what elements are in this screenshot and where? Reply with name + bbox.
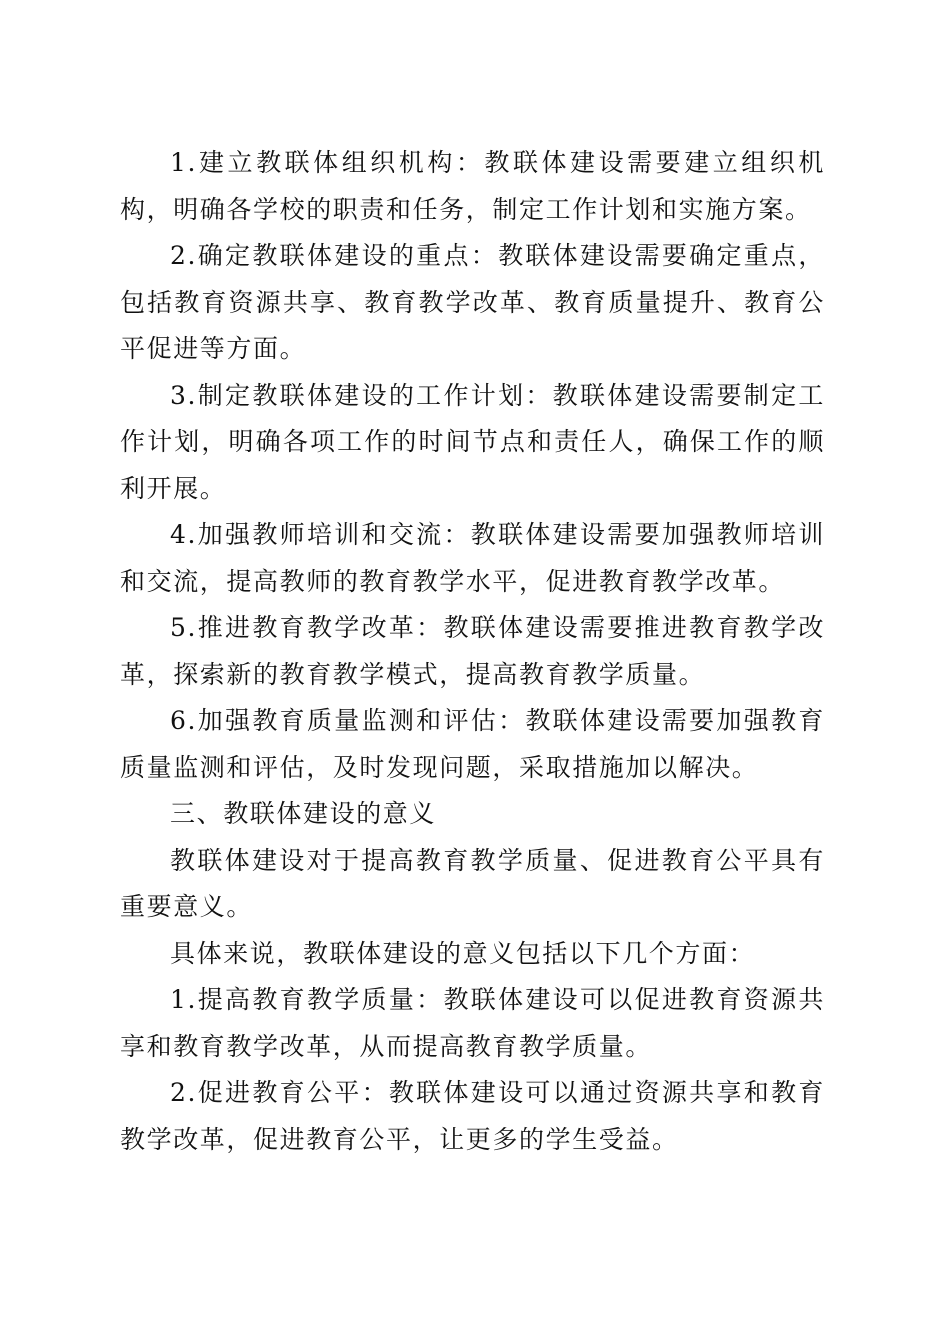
section-heading-significance: 三、教联体建设的意义 (170, 799, 437, 828)
paragraph-significance-intro: 教联体建设对于提高教育教学质量、促进教育公平具有重要意义。 (120, 845, 825, 921)
paragraph-quality-monitoring: 6.加强教育质量监测和评估：教联体建设需要加强教育质量监测和评估，及时发现问题，采取措施加以解决。 (120, 706, 825, 782)
paragraph-promote-equity: 2.促进教育公平：教联体建设可以通过资源共享和教育教学改革，促进教育公平，让更多的学生受益。 (120, 1078, 825, 1154)
paragraph-teacher-training: 4.加强教师培训和交流：教联体建设需要加强教师培训和交流，提高教师的教育教学水平，促进教育教学改革。 (120, 520, 825, 596)
paragraph-work-plan: 3.制定教联体建设的工作计划：教联体建设需要制定工作计划，明确各项工作的时间节点和责任人，确保工作的顺利开展。 (120, 380, 825, 503)
paragraph-determine-focus: 2.确定教联体建设的重点：教联体建设需要确定重点，包括教育资源共享、教育教学改革、教育质量提升、教育公平促进等方面。 (120, 241, 825, 363)
paragraph-establish-organization: 1.建立教联体组织机构：教联体建设需要建立组织机构，明确各学校的职责和任务，制定工作计划和实施方案。 (120, 148, 825, 224)
document-body (120, 140, 825, 1163)
paragraph-improve-quality: 1.提高教育教学质量：教联体建设可以促进教育资源共享和教育教学改革，从而提高教育教学质量。 (120, 985, 825, 1061)
paragraph-teaching-reform: 5.推进教育教学改革：教联体建设需要推进教育教学改革，探索新的教育教学模式，提高教育教学质量。 (120, 613, 825, 689)
paragraph-significance-lead: 具体来说，教联体建设的意义包括以下几个方面： (170, 938, 756, 968)
